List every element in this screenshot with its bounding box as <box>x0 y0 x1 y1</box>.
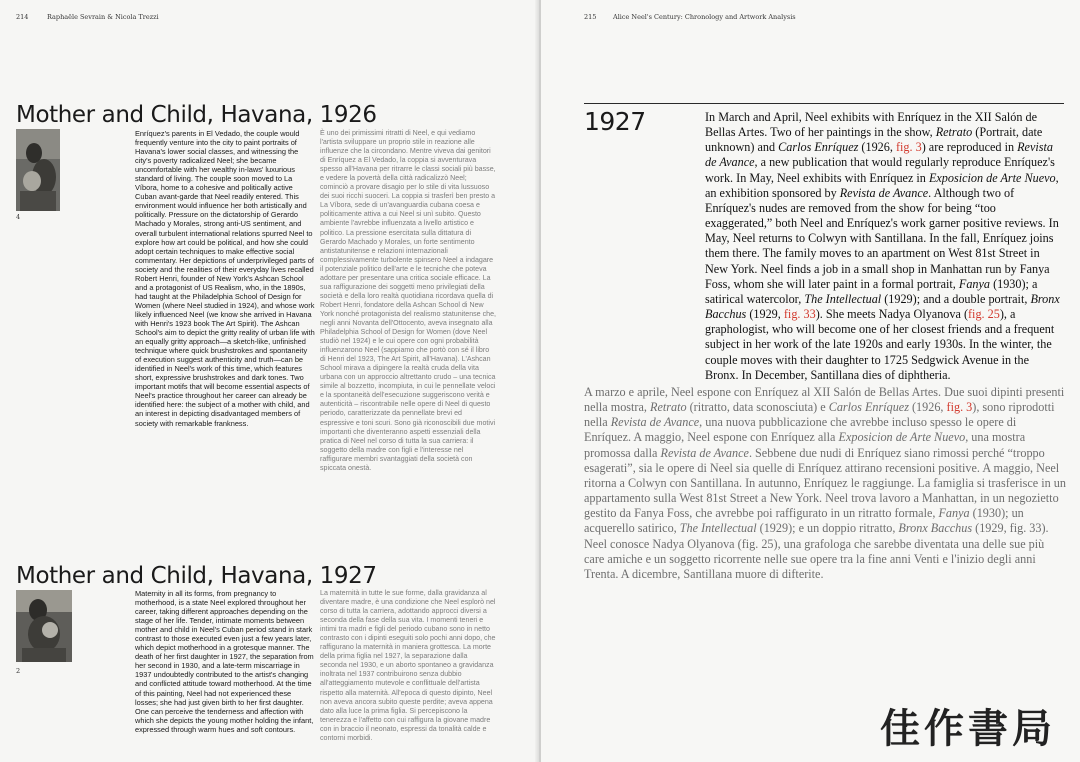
english-paragraph: Enríquez's parents in El Vedado, the couple would frequently venture into the city to paint portraits of Havana's lower social classes, and witnessing the city's poverty radicalized Neel; she became uncomfortable with her wealthy in-laws' luxurious standard of living. The couple soon moved to La Víbora, home to a cohesive and politically active Cuban avant-garde that Neel readily entered. This environment would influence her both artistically and politically. Pressure on the dictatorship of Gerardo Machado y Morales, strong anti-US sentiment, and overall turbulent international relations spurred Neel to explore how art could be political, and how she could adopt certain techniques to make effective social commentary. Her depictions of underprivileged parts of society and the realities of their everyday lives recalled Robert Henri, founder of New York's Ashcan School and a protagonist of US Realism, who, in the 1890s, had taught at the Philadelphia School of Design for Women (where Neel studied in 1924), and whose work likely influenced Neel (we know she arrived in Havana with Henri's 1923 book The Art Spirit). The Ashcan School's aim to depict the gritty reality of urban life with an equally gritty approach—a sketch-like, unfinished technique where quick brushstrokes and spontaneity of execution suggest authenticity and truth—can be identified in Neel's work of this time, which features short, expressive brushstrokes and dark tones. Two important motifs that will become essential aspects of Neel's practice throughout her career can already be identified here: the subject of a mother with child, and an interest in depicting disadvantaged members of society with remarkable frankness. <box>135 129 315 428</box>
running-authors: Raphaële Sevrain & Nicola Trezzi <box>47 13 159 21</box>
chronology-year: 1927 <box>584 107 646 136</box>
italian-paragraph: La maternità in tutte le sue forme, dalla gravidanza al diventare madre, è una condizione che Neel esplorò nel corso di tutta la carriera, adottando approcci diversi a seconda della fase della sua vita. I momenti teneri e intimi tra madri e figli del periodo cubano sono in netto contrasto con i dipinti eseguiti solo pochi anni dopo, che raffigurano la maternità in maniera grottesca. La morte della prima figlia nel 1927, la separazione dalla seconda nel 1930, e un aborto spontaneo a gravidanza inoltrata nel 1937 contribuirono senza dubbio all'atteggiamento mutevole e conflittuale dell'artista rispetto alla maternità. All'epoca di questo dipinto, Neel non aveva ancora subito queste perdite; aveva appena dato alla luce la prima figlia. Si percepiscono la tenerezza e l'affetto con cui raffigura la giovane madre con in braccio il neonato, espressi da tonalità calde e contorni morbidi. <box>320 589 496 742</box>
italian-paragraph: A marzo e aprile, Neel espone con Enríquez al XII Salón de Bellas Artes. Due suoi dipinti presenti nella mostra, Retrato (ritratto, data sconosciuta) e Carlos Enríquez (1926, fig. 3), sono riprodotti nella Revista de Avance, una nuova pubblicazione che avrebbe incluso spesso le opere di Enríquez. A maggio, Neel espone con Enríquez alla Exposicion de Arte Nuevo, una mostra promossa dalla Revista de Avance. Sebbene due nudi di Enríquez siano rimossi perché “troppo esagerati”, sia le opere di Neel sia quelle di Enríquez attirano recensioni positive. A maggio, Neel ritorna a Colwyn con Santillana. In autunno, Enríquez le raggiunge. La famiglia si trasferisce in un appartamento sulla West 81st Street a New York. Neel trova lavoro a Manhattan, in un negozietto gestito da Fanya Foss, che avrebbe poi raffigurato in un ritratto formale, Fanya (1930); un acquerello satirico, The Intellectual (1929); e un doppio ritratto, Bronx Bacchus (1929, fig. 33). Neel conosce Nadya Olyanova (fig. 25), una grafologa che sarebbe diventata una delle sue più care amiche e un soggetto ricorrente nelle sue opere tra la fine anni Venti e l'inizio degli anni Trenta. A dicembre, Santillana muore di difterite. <box>584 385 1066 581</box>
section-title-1926: Mother and Child, Havana, 1926 <box>16 102 377 128</box>
english-text-1927 <box>135 589 315 734</box>
right-page <box>541 0 1080 762</box>
figure-number-2: 2 <box>16 667 21 675</box>
italian-paragraph: È uno dei primissimi ritratti di Neel, e qui vediamo l'artista sviluppare un proprio stile in reazione alle influenze che la circondano. Mentre viveva dai genitori di Enríquez a El Vedado, la coppia si avventurava spesso all'Havana per ritrarre le classi sociali più basse, e vedere la povertà della città radicalizzò Neel; cominciò a provare disagio per lo stile di vita lussuoso dei suoi ricchi suoceri. La coppia si trasferì ben presto a La Víbora, sede di un'avanguardia cubana coesa e politicamente attiva a cui Neel si unì subito. Questo ambiente l'avrebbe influenzata a livello artistico e politico. La pressione esercitata sulla dittatura di Gerardo Machado y Morales, un forte sentimento antistatunitense e relazioni internazionali complessivamente turbolente spinsero Neel a indagare il potenziale politico dell'arte e le tecniche che poteva adottare per presentare una critica sociale efficace. La sua raffigurazione dei soggetti meno privilegiati della società e della loro realtà quotidiana ricordava quella di Robert Henri, fondatore della Ashcan School di New York nonché protagonista del realismo statunitense che, negli anni Novanta dell'Ottocento, aveva insegnato alla Philadelphia School of Design for Women (dove Neel studiò nel 1924) e le cui opere con ogni probabilità influenzarono Neel (sappiamo che portò con sé il libro di Henri del 1923, The Art Spirit, all'Havana). L'Ashcan School mirava a dipingere la realtà cruda della vita urbana con un approccio altrettanto crudo – una tecnica simile al bozzetto, incompiuta, in cui le pennellate veloci e la spontaneità dell'esecuzione suggeriscono verità e autenticità – riscontrabile nelle opere di Neel di questo periodo, caratterizzate da pennellate brevi ed espressive e toni scuri. Sono già riconoscibili due motivi importanti che diventeranno aspetti essenziali della pratica di Neel nel corso di tutta la sua carriera: il soggetto della madre con figli e l'interesse nel raffigurare membri svantaggiati della società con spiccata onestà. <box>320 129 497 472</box>
chronology-italian <box>584 385 1066 582</box>
english-paragraph: In March and April, Neel exhibits with Enríquez in the XII Salón de Bellas Artes. Two of her paintings in the show, Retrato (Portrait, date unknown) and Carlos Enríquez (1926, fig. 3) are reproduced in Revista de Avance, a new publication that would regularly reproduce Enríquez's work. In May, Neel exhibits with Enríquez in Exposicion de Arte Nuevo, an exhibition sponsored by Revista de Avance. Although two of Enríquez's nudes are removed from the show for being “too exaggerated,” both Neel and Enríquez's work garner positive reviews. In May, Neel returns to Colwyn with Santillana. In the fall, Enríquez joins them there. The family moves to an apartment on West 81st Street in New York. Neel finds a job in a small shop in Manhattan run by Fanya Foss, whom she will later paint in a formal portrait, Fanya (1930); a satirical watercolor, The Intellectual (1929); and a double portrait, Bronx Bacchus (1929, fig. 33). She meets Nadya Olyanova (fig. 25), a graphologist, who will become one of her closest friends and a frequent subject in her work of the late 1920s and early 1930s. In the winter, the couple moves with their daughter to 1725 Sedgwick Avenue in the Bronx. In December, Santillana dies of diphtheria. <box>705 110 1060 382</box>
page-number-right: 215 <box>584 13 597 21</box>
section-rule <box>584 103 1064 104</box>
publisher-watermark: 佳作書局 <box>880 706 1056 752</box>
figure-reference[interactable]: fig. 3 <box>895 140 922 155</box>
chronology-english <box>705 110 1065 383</box>
running-title: Alice Neel's Century: Chronology and Artwork Analysis <box>613 13 796 21</box>
figure-reference[interactable]: fig. 33 <box>783 307 816 322</box>
left-page <box>0 0 539 762</box>
figure-reference[interactable]: fig. 3 <box>946 400 973 415</box>
artwork-thumbnail-1926 <box>16 129 60 211</box>
section-title-1927: Mother and Child, Havana, 1927 <box>16 563 377 589</box>
figure-reference[interactable]: fig. 25 <box>968 307 1000 322</box>
painting-image <box>16 590 72 662</box>
figure-number-4: 4 <box>16 213 21 221</box>
italian-text-1926 <box>320 129 496 473</box>
page-number-left: 214 <box>16 13 29 21</box>
english-paragraph: Maternity in all its forms, from pregnancy to motherhood, is a state Neel explored throughout her career, taking different approaches depending on the stage of her life. Tender, intimate moments between mother and child in Neel's Cuban period stand in stark contrast to those executed even just a few years later, which depict motherhood in a grotesque manner. The death of her first daughter in 1927, the separation from her second in 1930, and a late-term miscarriage in 1937 undoubtedly contributed to the artist's changing and conflicted attitude toward motherhood. At the time of this painting, Neel had not experienced these losses; she had just given birth to her first daughter. One can perceive the tenderness and affection with which she depicts the young mother holding the infant, expressed through warm hues and soft contours. <box>135 589 314 734</box>
italian-text-1927 <box>320 589 496 743</box>
english-text-1926 <box>135 129 315 428</box>
artwork-thumbnail-1927 <box>16 590 72 662</box>
painting-image <box>16 129 60 211</box>
